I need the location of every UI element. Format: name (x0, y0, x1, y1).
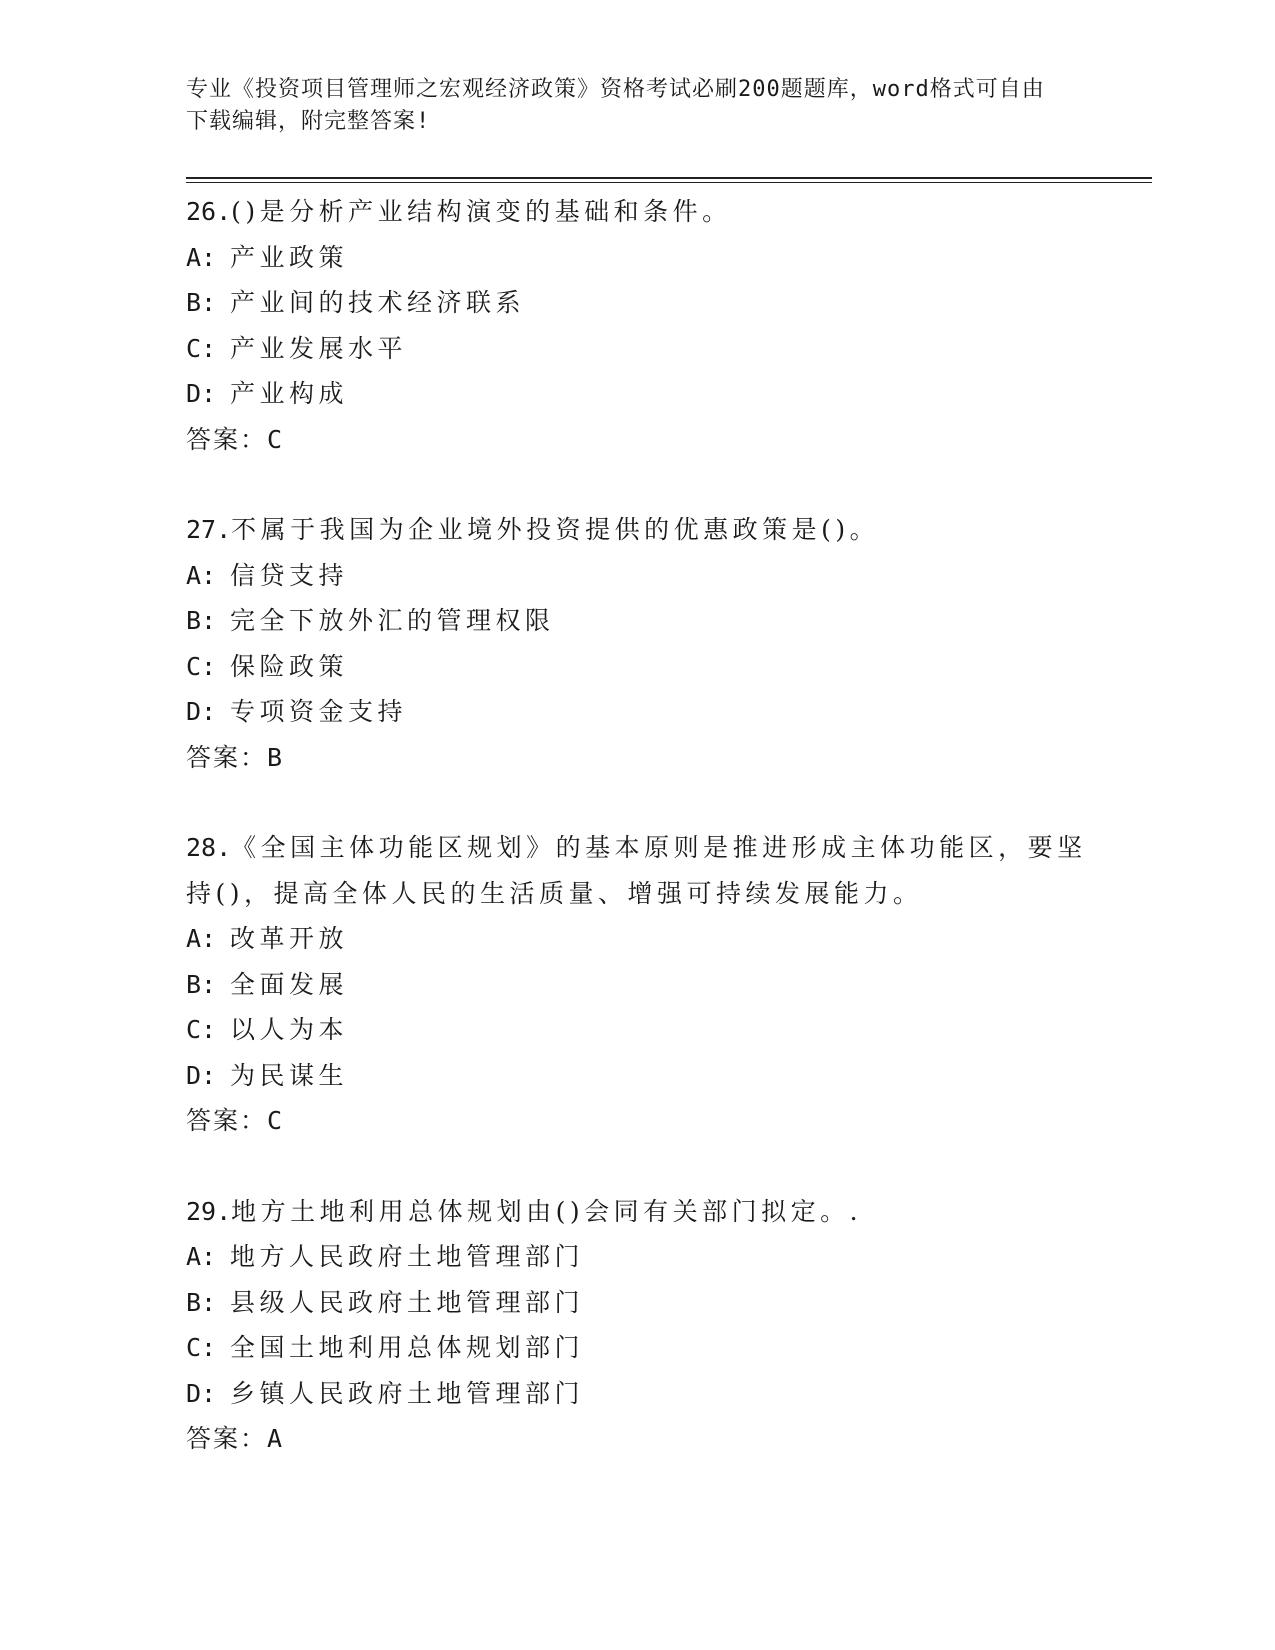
question-number: 27. (186, 515, 232, 544)
option-letter: C: (186, 1333, 217, 1362)
answer-line (186, 1416, 1106, 1462)
option-letter: D: (186, 1060, 217, 1090)
option-a (186, 916, 1106, 962)
question-stem (186, 507, 1106, 553)
option-text: 全面发展 (230, 969, 349, 999)
question-stem (186, 189, 1106, 235)
question-27 (186, 507, 1106, 780)
question-29 (186, 1189, 1106, 1462)
option-text: 产业政策 (230, 242, 349, 272)
option-d (186, 689, 1106, 735)
answer-label: 答案： (186, 1424, 268, 1453)
option-a (186, 553, 1106, 599)
answer-value: C (267, 424, 285, 454)
question-26 (186, 189, 1106, 462)
option-c (186, 1325, 1106, 1371)
option-c (186, 326, 1106, 372)
question-text: 不属于我国为企业境外投资提供的优惠政策是()。 (231, 515, 880, 544)
question-number: 26. (186, 197, 232, 226)
option-b (186, 1280, 1106, 1326)
question-number: 29. (186, 1196, 232, 1226)
option-b (186, 598, 1106, 644)
option-letter: C: (186, 651, 217, 681)
option-text: 为民谋生 (230, 1060, 349, 1090)
option-letter: D: (186, 697, 217, 726)
option-a (186, 1234, 1106, 1280)
option-b (186, 280, 1106, 326)
option-letter: B: (186, 288, 217, 317)
header-rule-thin (186, 182, 1152, 183)
option-b (186, 962, 1106, 1008)
question-number: 28. (186, 833, 232, 862)
header-rule-thick (186, 177, 1152, 179)
answer-label: 答案： (186, 742, 268, 772)
option-text: 产业间的技术经济联系 (230, 288, 526, 317)
option-c (186, 644, 1106, 690)
option-letter: A: (186, 1242, 217, 1271)
question-stem (186, 1189, 1106, 1235)
option-a (186, 235, 1106, 281)
option-text: 产业构成 (230, 379, 349, 408)
answer-value: B (267, 742, 285, 772)
option-text: 以人为本 (230, 1015, 349, 1044)
option-text: 县级人民政府土地管理部门 (230, 1287, 585, 1317)
option-letter: C: (186, 333, 217, 363)
option-letter: B: (186, 606, 217, 635)
question-28 (186, 825, 1106, 1144)
option-text: 产业发展水平 (230, 333, 408, 363)
answer-value: A (267, 1424, 285, 1453)
option-letter: A: (186, 924, 217, 953)
answer-line (186, 1098, 1106, 1144)
option-text: 信贷支持 (230, 560, 349, 590)
option-text: 全国土地利用总体规划部门 (230, 1333, 585, 1362)
answer-line (186, 417, 1106, 463)
question-list (186, 189, 1106, 1507)
answer-label: 答案： (186, 424, 268, 454)
option-letter: D: (186, 1378, 217, 1408)
question-stem (186, 825, 1106, 916)
option-letter: D: (186, 379, 217, 408)
option-text: 地方人民政府土地管理部门 (230, 1242, 585, 1271)
option-text: 完全下放外汇的管理权限 (230, 606, 555, 635)
option-letter: A: (186, 560, 217, 590)
option-d (186, 371, 1106, 417)
answer-line (186, 735, 1106, 781)
option-text: 乡镇人民政府土地管理部门 (230, 1378, 585, 1408)
option-d (186, 1053, 1106, 1099)
option-letter: C: (186, 1015, 217, 1044)
answer-label: 答案： (186, 1106, 268, 1135)
option-letter: B: (186, 1287, 217, 1317)
document-header: 专业《投资项目管理师之宏观经济政策》资格考试必刷200题题库，word格式可自由下载编辑，附完整答案! (186, 77, 1045, 134)
option-d (186, 1371, 1106, 1417)
question-text: 地方土地利用总体规划由()会同有关部门拟定。. (231, 1196, 863, 1226)
option-letter: B: (186, 969, 217, 999)
answer-value: C (267, 1106, 285, 1135)
option-text: 改革开放 (230, 924, 349, 953)
option-text: 保险政策 (230, 651, 349, 681)
question-text: ()是分析产业结构演变的基础和条件。 (231, 197, 732, 226)
option-text: 专项资金支持 (230, 697, 408, 726)
option-letter: A: (186, 242, 217, 272)
option-c (186, 1007, 1106, 1053)
question-text: 《全国主体功能区规划》的基本原则是推进形成主体功能区，要坚持()，提高全体人民的生活质量、增强可持续发展能力。 (186, 833, 1087, 908)
